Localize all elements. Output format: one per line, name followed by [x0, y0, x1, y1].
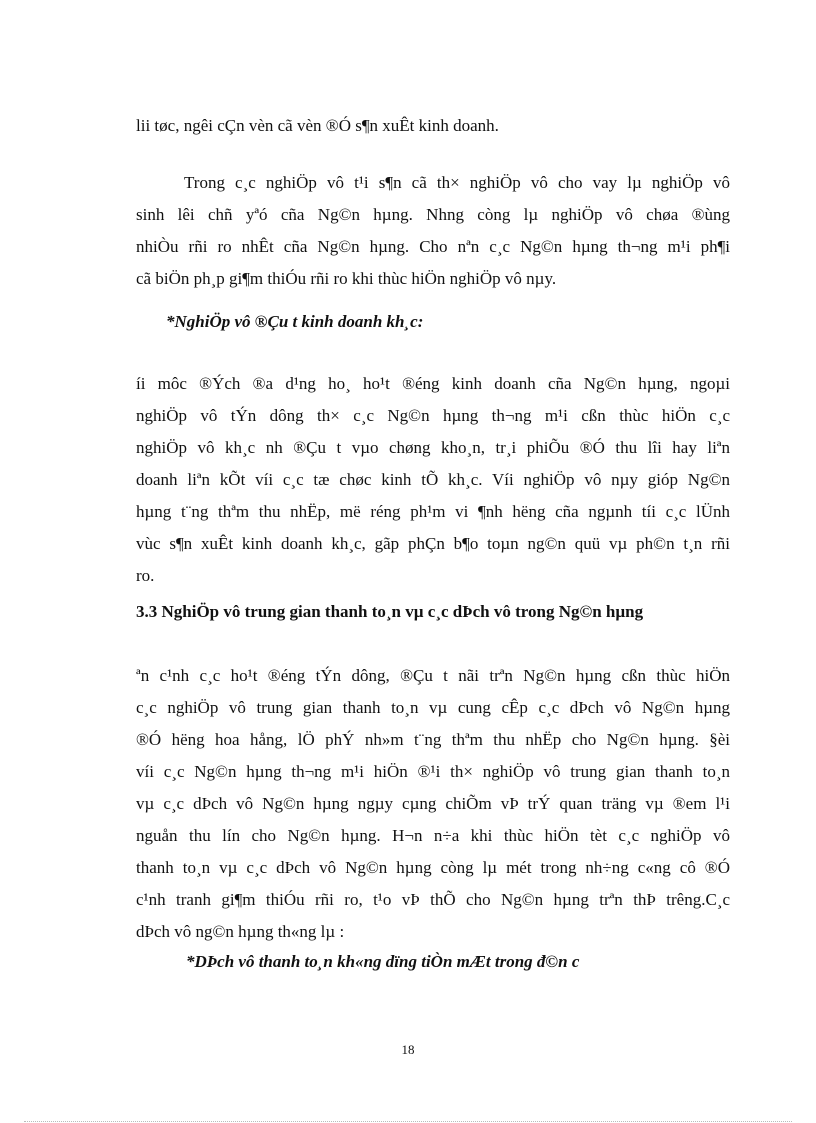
- paragraph-services: [136, 660, 730, 948]
- text-line: nghiÖp vô kh¸c nh ®Çu t vµo chøng kho¸n, tr¸i phiÕu ®Ó thu lîi hay liªn: [136, 438, 730, 457]
- text-line: cã biÖn ph¸p gi¶m thiÓu rñi ro khi thùc hiÖn nghiÖp vô nµy.: [136, 269, 557, 288]
- text-line: íi môc ®Ých ®a d¹ng ho¸ ho¹t ®éng kinh doanh cña Ng©n hµng, ngoµi: [136, 374, 730, 393]
- page-number: 18: [401, 1042, 415, 1057]
- text-line: víi c¸c Ng©n hµng th¬ng m¹i hiÖn ®¹i th× nghiÖp vô trung gian thanh to¸n: [136, 762, 730, 781]
- text-line: nhiÒu rñi ro nhÊt cña Ng©n hµng. Cho nªn c¸c Ng©n hµng th¬ng m¹i ph¶i: [136, 237, 730, 256]
- text-line: vµ c¸c dÞch vô Ng©n hµng ngµy cµng chiÕm vÞ trÝ quan träng vµ ®em l¹i: [136, 794, 730, 813]
- paragraph-lending: [136, 167, 730, 295]
- text-line: hµng t¨ng thªm thu nhËp, më réng ph¹m vi ¶nh hëng cña ngµnh tíi c¸c lÜnh: [136, 502, 730, 521]
- text-line: ®Ó hëng hoa hång, lÖ phÝ nh»m t¨ng thªm thu nhËp cho Ng©n hµng. §èi: [136, 730, 730, 749]
- text-line: doanh liªn kÕt víi c¸c tæ chøc kinh tÕ kh¸c. Víi nghiÖp vô nµy gióp Ng©n: [136, 470, 730, 489]
- text-line: Trong c¸c nghiÖp vô t¹i s¶n cã th× nghiÖp vô cho vay lµ nghiÖp vô: [184, 173, 730, 192]
- section-heading-3-3: 3.3 NghiÖp vô trung gian thanh to¸n vµ c¸c dÞch vô trong Ng©n hµng: [136, 602, 644, 621]
- subheading-investment: *NghiÖp vô ®Çu t kinh doanh kh¸c:: [166, 312, 424, 331]
- text-line: ro.: [136, 566, 155, 585]
- text-line: dÞch vô ng©n hµng th«ng lµ :: [136, 922, 345, 941]
- text-line: thanh to¸n vµ c¸c dÞch vô Ng©n hµng còng lµ mét trong nh÷ng c«ng cô ®Ó: [136, 858, 730, 877]
- subheading-cashless-payment: *DÞch vô thanh to¸n kh«ng dïng tiÒn mÆt trong đ©n c: [186, 952, 580, 971]
- text-line: c¸c nghiÖp vô trung gian thanh to¸n vµ cung cÊp c¸c dÞch vô Ng©n hµng: [136, 698, 730, 717]
- text-line: vùc s¶n xuÊt kinh doanh kh¸c, gãp phÇn b¶o toµn ng©n quü vµ ph©n t¸n rñi: [136, 534, 730, 553]
- page-bottom-divider: [24, 1121, 792, 1122]
- text-line: sinh lêi chñ yªó cña Ng©n hµng. Nhng còng lµ nghiÖp vô chøa ®ùng: [136, 205, 730, 224]
- paragraph-investment: [136, 368, 730, 592]
- paragraph-intro-continuation: [136, 110, 730, 142]
- text-line: c¹nh tranh gi¶m thiÓu rñi ro, t¹o vÞ thÕ cho Ng©n hµng trªn thÞ trêng.C¸c: [136, 890, 730, 909]
- text-line: ªn c¹nh c¸c ho¹t ®éng tÝn dông, ®Çu t nãi trªn Ng©n hµng cßn thùc hiÖn: [136, 666, 730, 685]
- text-line: lii tøc, ngêi cÇn vèn cã vèn ®Ó s¶n xuÊt kinh doanh.: [136, 116, 499, 135]
- text-line: nghiÖp vô tÝn dông th× c¸c Ng©n hµng th¬ng m¹i cßn thùc hiÖn c¸c: [136, 406, 730, 425]
- text-line: nguån thu lín cho Ng©n hµng. H¬n n÷a khi thùc hiÖn tèt c¸c nghiÖp vô: [136, 826, 730, 845]
